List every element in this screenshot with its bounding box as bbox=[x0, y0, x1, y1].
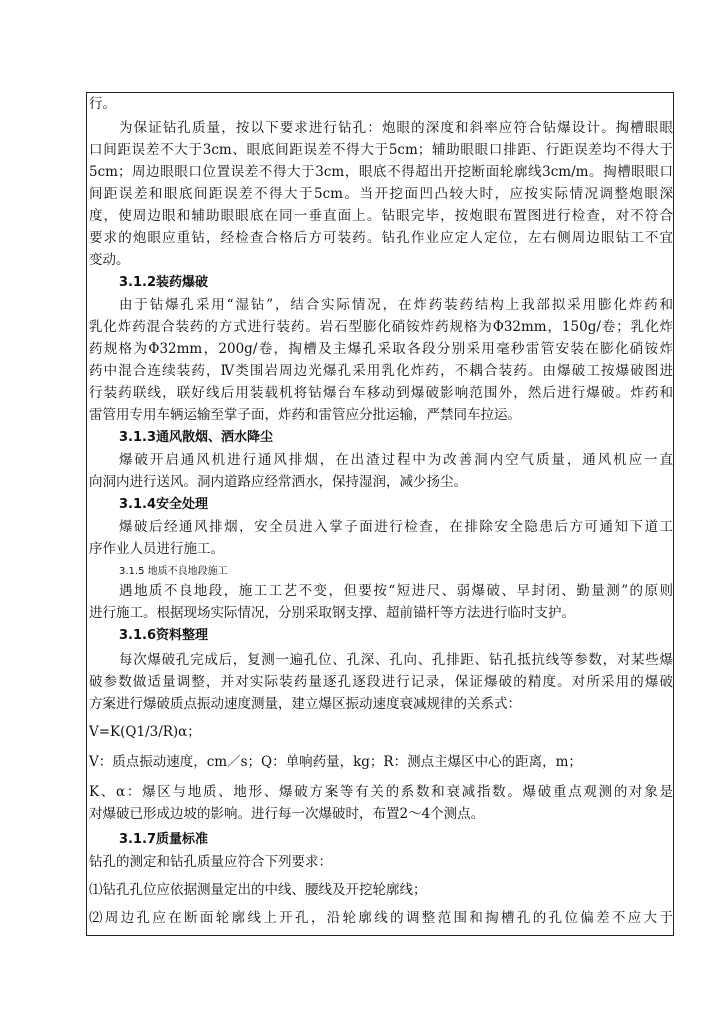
list-item: ⑵周边孔应在断面轮廓线上开孔，沿轮廓线的调整范围和掏槽孔的孔位偏差不应大于 bbox=[89, 910, 673, 926]
section-heading: 3.1.3通风散烟、洒水降尘 bbox=[119, 430, 274, 445]
paragraph-line: 遇地质不良地段，施工工艺不变，但要按“短进尺、弱爆破、早封闭、勤量测”的原则 bbox=[119, 583, 673, 599]
formula-legend: V：质点振动速度，cm／s；Q：单响药量，kg；R：测点主爆区中心的距离，m； bbox=[89, 754, 582, 770]
section-heading: 3.1.4安全处理 bbox=[119, 497, 209, 512]
paragraph-line: 为保证钻孔质量，按以下要求进行钻孔：炮眼的深度和斜率应符合钻爆设计。掏槽眼眼 bbox=[119, 120, 673, 136]
section-heading: 3.1.7质量标准 bbox=[119, 832, 209, 847]
paragraph-line: 行装药联线，联好线后用装载机将钻爆台车移动到爆破影响范围外，然后进行爆破。炸药和 bbox=[89, 385, 673, 401]
paragraph-line: 序作业人员进行施工。 bbox=[89, 541, 224, 557]
paragraph-line: 药规格为Φ32mm，200g/卷，掏槽及主爆孔采取各段分别采用毫秒雷管安装在膨化硝铵炸 bbox=[89, 341, 673, 357]
section-heading: 3.1.2装药爆破 bbox=[119, 275, 209, 290]
paragraph-line: K、α：爆区与地质、地形、爆破方案等有关的系数和衰减指数。爆破重点观测的对象是 bbox=[89, 784, 673, 800]
paragraph-line: 向洞内进行送风。洞内道路应经常洒水，保持湿润，减少扬尘。 bbox=[89, 474, 467, 490]
paragraph-line: 由于钻爆孔采用“湿钻”，结合实际情况，在炸药装药结构上我部拟采用膨化炸药和 bbox=[119, 297, 673, 313]
paragraph-line: 方案进行爆破质点振动速度测量，建立爆区振动速度衰减规律的关系式： bbox=[89, 696, 521, 712]
section-heading: 3.1.6资料整理 bbox=[119, 628, 209, 643]
text-line: 行。 bbox=[89, 96, 116, 112]
paragraph-line: 每次爆破孔完成后，复测一遍孔位、孔深、孔向、孔排距、钻孔抵抗线等参数，对某些爆 bbox=[119, 652, 673, 668]
paragraph-line: 乳化炸药混合装药的方式进行装药。岩石型膨化硝铵炸药规格为Φ32mm，150g/卷；乳化炸 bbox=[89, 319, 673, 335]
paragraph-line: 度，使周边眼和辅助眼眼底在同一垂直面上。钻眼完毕，按炮眼布置图进行检查，对不符合 bbox=[89, 208, 673, 224]
paragraph-line: 5cm；周边眼眼口位置误差不得大于3cm，眼底不得超出开挖断面轮廓线3cm/m。掏槽眼眼口 bbox=[89, 164, 673, 180]
paragraph-line: 爆破开启通风机进行通风排烟，在出渣过程中为改善洞内空气质量，通风机应一直 bbox=[119, 452, 673, 468]
list-item: ⑴钻孔孔位应依据测量定出的中线、腰线及开挖轮廓线； bbox=[89, 882, 427, 898]
paragraph-line: 对爆破已形成边坡的影响。进行每一次爆破时，布置2～4个测点。 bbox=[89, 806, 485, 822]
paragraph-line: 雷管用专用车辆运输至掌子面，炸药和雷管应分批运输，严禁同车拉运。 bbox=[89, 407, 521, 423]
paragraph-line: 药中混合连续装药，Ⅳ类围岩周边光爆孔采用乳化炸药，不耦合装药。由爆破工按爆破图进 bbox=[89, 363, 673, 379]
section-heading-small: 3.1.5 地质不良地段施工 bbox=[119, 566, 228, 577]
paragraph-line: 要求的炮眼应重钻，经检查合格后方可装药。钻孔作业应定人定位，左右侧周边眼钻工不宜 bbox=[89, 230, 673, 246]
document-frame bbox=[86, 92, 674, 936]
paragraph-line: 变动。 bbox=[89, 252, 130, 268]
paragraph-line: 口间距误差不大于3cm、眼底间距误差不得大于5cm；辅助眼眼口排距、行距误差均不得大于 bbox=[89, 142, 673, 158]
paragraph-line: 进行施工。根据现场实际情况，分别采取钢支撑、超前锚杆等方法进行临时支护。 bbox=[89, 605, 575, 621]
paragraph-line: 间距误差和眼底间距误差不得大于5cm。当开挖面凹凸较大时，应按实际情况调整炮眼深 bbox=[89, 186, 673, 202]
paragraph-line: 爆破后经通风排烟，安全员进入掌子面进行检查，在排除安全隐患后方可通知下道工 bbox=[119, 519, 673, 535]
paragraph-line: 钻孔的测定和钻孔质量应符合下列要求： bbox=[89, 854, 332, 870]
paragraph-line: 破参数做适量调整，并对实际装药量逐孔逐段进行记录，保证爆破的精度。对所采用的爆破 bbox=[89, 674, 673, 690]
formula-line: V=K(Q1/3/R)α； bbox=[89, 724, 201, 740]
